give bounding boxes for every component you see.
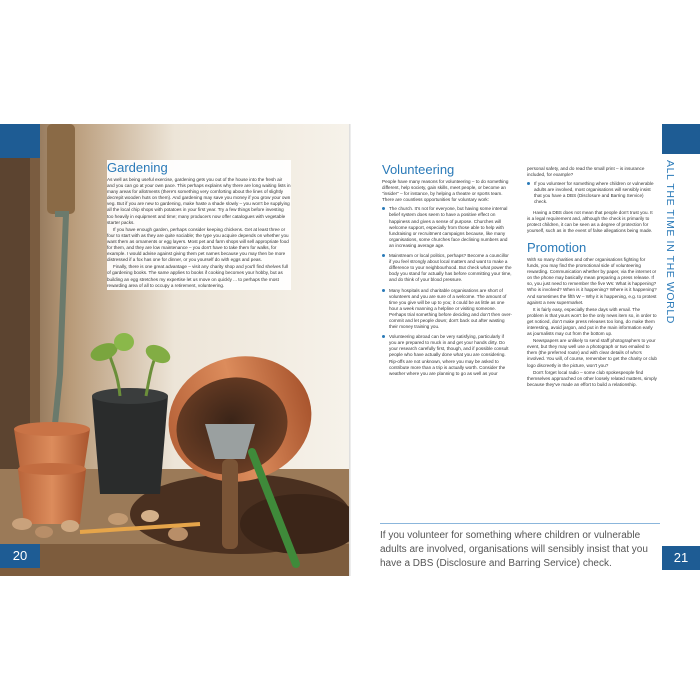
volunteering-list	[382, 206, 512, 376]
gardening-heading: Gardening	[107, 160, 168, 175]
volunteering-intro: People have many reasons for volunteering – to do something different, help society, gain skills, meet people, or become an "insider" – for instance, by helping a theatre or sports team. There are countless opportunities for voluntary work:	[382, 179, 509, 203]
bullet-icon	[382, 335, 385, 338]
list-item	[382, 206, 512, 249]
promotion-paragraph-3: Newspapers are unlikely to send staff photographers to your event, but they may well use a photograph or two emailed to them (the preferred route) and with clear details of who's involved. You will, of course, remember to get the charity or club logo discreetly in the picture, won't you?	[527, 338, 657, 368]
promotion-paragraph-2: It is fairly easy, especially these days with email. The problem is that yours won't be the only news item so, in order to get noticed, don't make press releases too long, do make them interesting, avoid jargon, and put in the main information early as journalists may cut from the bottom up.	[527, 306, 657, 337]
list-item-text: Mainstream or local politics, perhaps? Become a councillor if you feel strongly about local matters and want to make a difference to your neighbourhood. But check what power the body you stand for actually has before committing your time, and do think of your blood pressure.	[389, 253, 512, 283]
list-item	[382, 334, 512, 377]
gardening-paragraph-2: If you have enough garden, perhaps consider keeping chickens. Get at least three or four to start with as they are quite sociable; the type you acquire depends on whether you want them as ornaments or egg layers. Most pet and farm shops will sell appropriate food for them, and they are low maintenance – you don't have to take them for walks, for example. I would advise against giving them pet names because you may then be more distressed if a fox has one for dinner, or you yourself do with eggs and peas.	[107, 226, 289, 263]
list-item	[382, 253, 512, 283]
promotion-paragraph-1: With so many charities and other organisations fighting for funds, you may find the promotional side of volunteering rewarding. Communication whether by paper, via the internet or on the phone may basically mean preparing a press release. If so, you just need to remember the five Ws: What is happening? Who is involved? When is it happening? Where is it happening? And sometimes the fifth W – Why it is happening, e.g. to protest against a new supermarket.	[527, 256, 657, 305]
right-tab-marker	[662, 124, 700, 154]
bullet-icon	[527, 182, 530, 185]
gardening-section	[107, 160, 291, 290]
list-item	[527, 181, 657, 205]
promotion-heading: Promotion	[527, 239, 587, 255]
list-item-text: Many hospitals and charitable organisations are short of volunteers and you are sure of a welcome. The amount of time you give will be up to you; it could be as little as one hour a week manning a helpline or visiting someone. Perhaps trial something before deciding and don't then over-commit and let people down; don't back out after wasting their money training you.	[389, 287, 512, 330]
running-title-text: ALL THE TIME IN THE WORLD	[664, 160, 676, 324]
volunteering-column	[382, 162, 512, 381]
bullet-icon	[382, 289, 385, 292]
left-tab-marker	[0, 124, 40, 158]
second-column	[527, 166, 657, 389]
list-item-text: If you volunteer for something where children or vulnerable adults are involved, most organisations will sensibly insist that you have a DBS (Disclosure and Barring Service) check.	[534, 181, 654, 205]
bullet-icon	[382, 207, 385, 210]
gardening-paragraph-3: Finally, there is one great advantage – visit any charity shop and you'll find shelves full of gardening books. The same applies to books if cooking becomes your hobby, but as building an egg stretches my expertise let us move on quickly ... to perhaps the most rewarding area of all to occupy a retirement, volunteering.	[107, 264, 288, 288]
list-item	[382, 288, 512, 331]
volunteering-heading: Volunteering	[382, 162, 455, 177]
gardening-paragraph-1: As well as being useful exercise, gardening gets you out of the house into the fresh air and you can go at your own pace. This perhaps explains why there are long waiting lists in many areas for allotments (there's something very comforting about the lines of slightly decrepit wooden huts on them). And gardening may save you money if you grow your own veg. But if you are new to gardening, make haste a shade slowly – you won't be supplying all the local chip shops with potatoes in your first year. Try a few things before investing too heavily in equipment and time; many producers now offer catalogues with vegetable starter packs.	[107, 177, 291, 225]
list-item-text: Volunteering abroad can be very satisfying, particularly if you are prepared to muck in and get your hands dirty. Do your research carefully first, though, and if possible consult people who have actually done what you are considering. Rip-offs are not unknown, where you may be asked to contribute more than a trip is actually worth. Consider the weather where you are planning to go as well as your	[389, 334, 509, 376]
list-item-text: The church. It's not for everyone, but having some internal belief system does seem to have a positive effect on happiness and gives a sense of purpose. Churches will welcome support, especially from those able to help with fundraising or recruitment campaigns because, like many organisations, some churches face declining numbers and an increasing average age.	[389, 206, 508, 248]
promotion-paragraph-4: Don't forget local radio – some club spokespeople find themselves approached on other loosely related matters, simply because they've made an effort to build a relationship.	[527, 369, 657, 387]
page-number-left: 20	[0, 544, 40, 568]
bullet-icon	[382, 254, 385, 257]
pull-quote: If you volunteer for something where children or vulnerable adults are involved, organisations will sensibly insist that you have a DBS (Disclosure and Barring Service) check.	[380, 523, 660, 571]
continued-paragraph: personal safety, and do read the small print – is insurance included, for example?	[527, 166, 645, 178]
dbs-list	[527, 181, 657, 205]
page-number-right: 21	[662, 546, 700, 570]
running-title	[664, 160, 685, 460]
page-gutter	[349, 124, 351, 576]
dbs-paragraph: Having a DBS does not mean that people don't trust you. It is a legal requirement and, although the check is primarily to protect children, it can be seen as a degree of protection for yourself, such as in the event of false allegations being made.	[527, 209, 653, 233]
